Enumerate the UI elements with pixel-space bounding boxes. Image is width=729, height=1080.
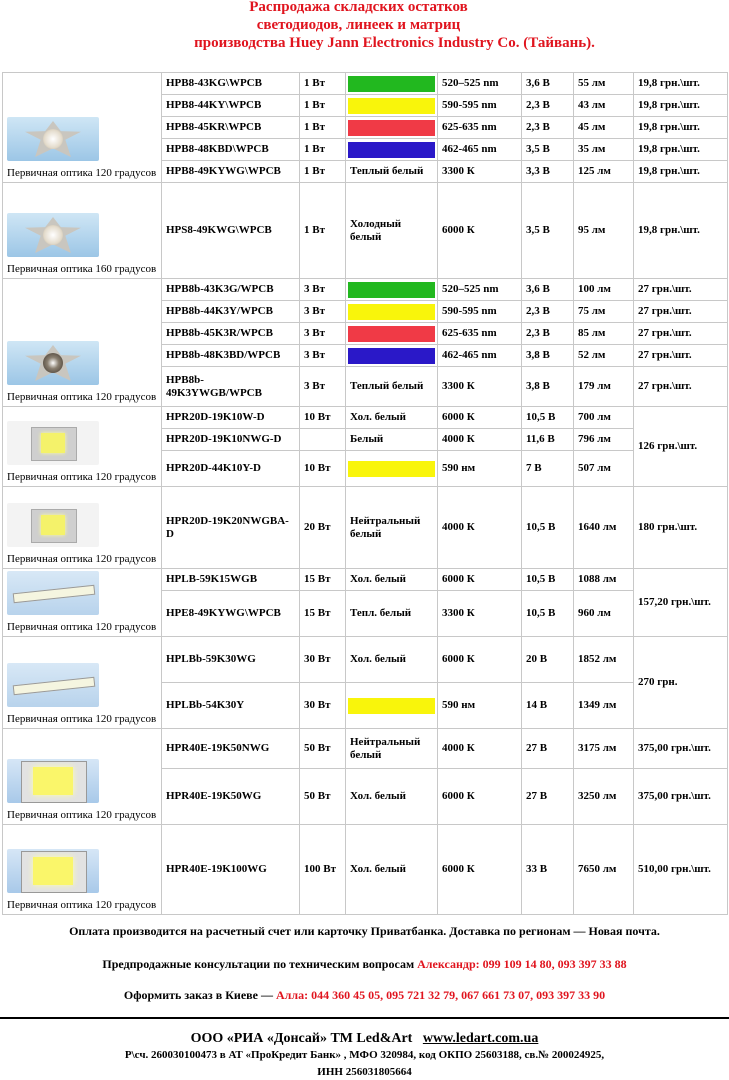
model-cell: HPLBb-54K30Y <box>162 683 300 729</box>
website-link[interactable]: www.ledart.com.ua <box>422 1031 539 1046</box>
flux-cell: 125 лм <box>574 161 634 183</box>
optics-caption: Первичная оптика 120 градусов <box>7 809 157 821</box>
header-line-3: производства Huey Jann Electronics Industry Co. (Тайвань). <box>194 35 595 51</box>
power-cell: 15 Вт <box>300 569 346 591</box>
voltage-cell: 27 В <box>522 729 574 769</box>
voltage-cell: 2,3 В <box>522 117 574 139</box>
payment-note: Оплата производится на расчетный счет или карточку Приватбанка. Доставка по регионам — Новая почта. <box>69 924 660 938</box>
power-cell <box>300 429 346 451</box>
product-row <box>3 487 728 569</box>
wavelength-cell: 4000 К <box>438 729 522 769</box>
consult-contact: Александр: 099 109 14 80, 093 397 33 88 <box>417 957 627 971</box>
power-cell: 1 Вт <box>300 73 346 95</box>
model-cell: HPLBb-59K30WG <box>162 637 300 683</box>
wavelength-cell: 6000 К <box>438 569 522 591</box>
led-lens-shape <box>43 353 63 373</box>
color-cell <box>346 451 438 487</box>
voltage-cell: 2,3 В <box>522 323 574 345</box>
bank-details: Р\сч. 260030100473 в АТ «ПроКредит Банк» , МФО 320984, код ОКПО 25603188, св.№ 200024925, <box>124 1049 605 1061</box>
power-cell: 30 Вт <box>300 637 346 683</box>
flux-cell: 3175 лм <box>574 729 634 769</box>
model-cell: HPB8-44KY\WPCB <box>162 95 300 117</box>
wavelength-cell: 590 нм <box>438 451 522 487</box>
wavelength-cell: 590-595 nm <box>438 95 522 117</box>
power-cell: 3 Вт <box>300 279 346 301</box>
product-image-cell <box>3 637 162 729</box>
cob-chip-shape <box>41 515 65 535</box>
model-cell: HPS8-49KWG\WPCB <box>162 183 300 279</box>
model-cell: HPB8-49KYWG\WPCB <box>162 161 300 183</box>
flux-cell: 7650 лм <box>574 825 634 915</box>
footer-divider <box>0 1017 729 1019</box>
color-cell: Хол. белый <box>346 825 438 915</box>
optics-caption: Первичная оптика 120 градусов <box>7 471 157 483</box>
flux-cell: 45 лм <box>574 117 634 139</box>
product-row <box>3 569 728 591</box>
power-cell: 15 Вт <box>300 591 346 637</box>
wavelength-cell: 3300 К <box>438 367 522 407</box>
led-strip-image <box>7 571 99 615</box>
voltage-cell: 10,5 В <box>522 569 574 591</box>
voltage-cell: 3,5 В <box>522 183 574 279</box>
voltage-cell: 3,3 В <box>522 161 574 183</box>
color-cell: Теплый белый <box>346 161 438 183</box>
product-row <box>3 73 728 95</box>
flux-cell: 1088 лм <box>574 569 634 591</box>
cob-led-image <box>7 421 99 465</box>
optics-caption: Первичная оптика 120 градусов <box>7 899 157 911</box>
model-cell: HPB8-45KR\WPCB <box>162 117 300 139</box>
price-cell: 19,8 грн.\шт. <box>634 95 728 117</box>
optics-caption: Первичная оптика 160 градусов <box>7 263 157 275</box>
power-cell: 1 Вт <box>300 139 346 161</box>
power-cell: 1 Вт <box>300 95 346 117</box>
flux-cell: 1640 лм <box>574 487 634 569</box>
power-cell: 100 Вт <box>300 825 346 915</box>
product-row <box>3 729 728 769</box>
color-cell: Теплый белый <box>346 367 438 407</box>
price-cell: 19,8 грн.\шт. <box>634 161 728 183</box>
order-contact: Алла: 044 360 45 05, 095 721 32 79, 067 661 73 07, 093 397 33 90 <box>275 988 606 1002</box>
order-line <box>0 988 729 1002</box>
optics-caption: Первичная оптика 120 градусов <box>7 167 157 179</box>
color-swatch <box>348 98 435 114</box>
price-cell: 27 грн.\шт. <box>634 323 728 345</box>
flux-cell: 100 лм <box>574 279 634 301</box>
price-cell: 27 грн.\шт. <box>634 345 728 367</box>
voltage-cell: 2,3 В <box>522 301 574 323</box>
model-cell: HPR20D-19K10W-D <box>162 407 300 429</box>
power-cell: 50 Вт <box>300 769 346 825</box>
color-swatch <box>348 304 435 320</box>
voltage-cell: 10,5 В <box>522 407 574 429</box>
product-row <box>3 407 728 429</box>
color-cell: Белый <box>346 429 438 451</box>
page-header <box>0 0 729 68</box>
model-cell: HPR20D-19K10NWG-D <box>162 429 300 451</box>
wavelength-cell: 4000 К <box>438 429 522 451</box>
wavelength-cell: 6000 К <box>438 183 522 279</box>
color-cell <box>346 117 438 139</box>
power-cell: 20 Вт <box>300 487 346 569</box>
color-cell <box>346 345 438 367</box>
optics-caption: Первичная оптика 120 градусов <box>7 621 157 633</box>
led-matrix-image <box>7 759 99 803</box>
power-cell: 1 Вт <box>300 161 346 183</box>
flux-cell: 75 лм <box>574 301 634 323</box>
price-cell: 27 грн.\шт. <box>634 279 728 301</box>
inn-line: ИНН 256031805664 <box>317 1066 412 1078</box>
company-line <box>0 1031 729 1046</box>
order-label: Оформить заказ в Киеве — <box>123 988 273 1002</box>
color-cell <box>346 301 438 323</box>
header-line-2: светодиодов, линеек и матриц <box>256 17 461 33</box>
voltage-cell: 10,5 В <box>522 591 574 637</box>
flux-cell: 95 лм <box>574 183 634 279</box>
wavelength-cell: 6000 К <box>438 637 522 683</box>
price-cell: 27 грн.\шт. <box>634 301 728 323</box>
product-row <box>3 825 728 915</box>
company-name: ООО «РИА «Донсай» ТМ Led&Art <box>190 1031 413 1046</box>
cob-led-image <box>7 503 99 547</box>
color-swatch <box>348 282 435 298</box>
wavelength-cell: 6000 К <box>438 825 522 915</box>
voltage-cell: 2,3 В <box>522 95 574 117</box>
product-image-cell <box>3 183 162 279</box>
color-cell <box>346 279 438 301</box>
color-swatch <box>348 348 435 364</box>
flux-cell: 507 лм <box>574 451 634 487</box>
color-cell: Хол. белый <box>346 569 438 591</box>
power-cell: 3 Вт <box>300 367 346 407</box>
model-cell: HPB8b-44K3Y/WPCB <box>162 301 300 323</box>
voltage-cell: 7 В <box>522 451 574 487</box>
voltage-cell: 3,5 В <box>522 139 574 161</box>
price-cell: 375,00 грн.\шт. <box>634 769 728 825</box>
color-cell: Холодный белый <box>346 183 438 279</box>
header-line-1: Распродажа складских остатков <box>249 0 468 15</box>
voltage-cell: 3,6 В <box>522 73 574 95</box>
power-cell: 3 Вт <box>300 323 346 345</box>
power-cell: 30 Вт <box>300 683 346 729</box>
product-image-cell <box>3 73 162 183</box>
product-row <box>3 637 728 683</box>
color-cell <box>346 683 438 729</box>
voltage-cell: 20 В <box>522 637 574 683</box>
strip-bar-shape <box>13 677 96 696</box>
product-table <box>2 72 728 915</box>
price-cell: 19,8 грн.\шт. <box>634 183 728 279</box>
color-swatch <box>348 76 435 92</box>
cob-chip-shape <box>41 433 65 453</box>
model-cell: HPB8b-43K3G/WPCB <box>162 279 300 301</box>
color-swatch <box>348 120 435 136</box>
wavelength-cell: 462-465 nm <box>438 345 522 367</box>
wavelength-cell: 6000 К <box>438 769 522 825</box>
product-image-cell <box>3 487 162 569</box>
product-image-cell <box>3 407 162 487</box>
color-cell <box>346 95 438 117</box>
model-cell: HPR20D-19K20NWGBA-D <box>162 487 300 569</box>
wavelength-cell: 520–525 nm <box>438 279 522 301</box>
flux-cell: 960 лм <box>574 591 634 637</box>
star-led-image <box>7 117 99 161</box>
flux-cell: 1349 лм <box>574 683 634 729</box>
wavelength-cell: 590 нм <box>438 683 522 729</box>
flux-cell: 1852 лм <box>574 637 634 683</box>
product-image-cell <box>3 825 162 915</box>
flux-cell: 179 лм <box>574 367 634 407</box>
product-image-cell <box>3 279 162 407</box>
color-cell <box>346 73 438 95</box>
product-row <box>3 279 728 301</box>
power-cell: 10 Вт <box>300 407 346 429</box>
matrix-chip-shape <box>33 767 73 795</box>
color-cell: Тепл. белый <box>346 591 438 637</box>
power-cell: 50 Вт <box>300 729 346 769</box>
led-matrix-image <box>7 849 99 893</box>
product-row <box>3 183 728 279</box>
wavelength-cell: 625-635 nm <box>438 323 522 345</box>
star-led-image <box>7 341 99 385</box>
led-strip-image <box>7 663 99 707</box>
product-image-cell <box>3 569 162 637</box>
price-cell: 270 грн. <box>634 637 728 729</box>
model-cell: HPLB-59K15WGB <box>162 569 300 591</box>
wavelength-cell: 3300 К <box>438 161 522 183</box>
color-cell: Нейтральный белый <box>346 487 438 569</box>
flux-cell: 55 лм <box>574 73 634 95</box>
power-cell: 1 Вт <box>300 117 346 139</box>
price-cell: 27 грн.\шт. <box>634 367 728 407</box>
flux-cell: 796 лм <box>574 429 634 451</box>
led-lens-shape <box>43 129 63 149</box>
wavelength-cell: 520–525 nm <box>438 73 522 95</box>
wavelength-cell: 462-465 nm <box>438 139 522 161</box>
matrix-chip-shape <box>33 857 73 885</box>
wavelength-cell: 625-635 nm <box>438 117 522 139</box>
color-swatch <box>348 142 435 158</box>
model-cell: HPB8b-49K3YWGB/WPCB <box>162 367 300 407</box>
flux-cell: 3250 лм <box>574 769 634 825</box>
voltage-cell: 3,8 В <box>522 367 574 407</box>
price-cell: 19,8 грн.\шт. <box>634 139 728 161</box>
price-cell: 126 грн.\шт. <box>634 407 728 487</box>
price-cell: 180 грн.\шт. <box>634 487 728 569</box>
power-cell: 3 Вт <box>300 345 346 367</box>
color-swatch <box>348 461 435 477</box>
voltage-cell: 3,8 В <box>522 345 574 367</box>
color-cell: Хол. белый <box>346 637 438 683</box>
consult-label: Предпродажные консультации по техническим вопросам <box>102 957 415 971</box>
led-lens-shape <box>43 225 63 245</box>
color-cell <box>346 139 438 161</box>
power-cell: 1 Вт <box>300 183 346 279</box>
strip-bar-shape <box>13 585 96 604</box>
color-cell: Нейтральный белый <box>346 729 438 769</box>
model-cell: HPB8-48KBD\WPCB <box>162 139 300 161</box>
wavelength-cell: 4000 К <box>438 487 522 569</box>
product-image-cell <box>3 729 162 825</box>
voltage-cell: 27 В <box>522 769 574 825</box>
color-cell: Хол. белый <box>346 407 438 429</box>
power-cell: 10 Вт <box>300 451 346 487</box>
price-cell: 157,20 грн.\шт. <box>634 569 728 637</box>
model-cell: HPR20D-44K10Y-D <box>162 451 300 487</box>
model-cell: HPR40E-19K100WG <box>162 825 300 915</box>
model-cell: HPB8b-48K3BD/WPCB <box>162 345 300 367</box>
color-cell <box>346 323 438 345</box>
optics-caption: Первичная оптика 120 градусов <box>7 553 157 565</box>
voltage-cell: 10,5 В <box>522 487 574 569</box>
flux-cell: 52 лм <box>574 345 634 367</box>
price-cell: 19,8 грн.\шт. <box>634 117 728 139</box>
flux-cell: 700 лм <box>574 407 634 429</box>
flux-cell: 35 лм <box>574 139 634 161</box>
price-cell: 19,8 грн.\шт. <box>634 73 728 95</box>
voltage-cell: 3,6 В <box>522 279 574 301</box>
star-led-image <box>7 213 99 257</box>
consult-line <box>0 957 729 971</box>
model-cell: HPE8-49KYWG\WPCB <box>162 591 300 637</box>
model-cell: HPR40E-19K50WG <box>162 769 300 825</box>
model-cell: HPB8b-45K3R/WPCB <box>162 323 300 345</box>
voltage-cell: 11,6 В <box>522 429 574 451</box>
flux-cell: 85 лм <box>574 323 634 345</box>
power-cell: 3 Вт <box>300 301 346 323</box>
wavelength-cell: 6000 К <box>438 407 522 429</box>
flux-cell: 43 лм <box>574 95 634 117</box>
price-cell: 510,00 грн.\шт. <box>634 825 728 915</box>
wavelength-cell: 590-595 nm <box>438 301 522 323</box>
price-cell: 375,00 грн.\шт. <box>634 729 728 769</box>
model-cell: HPR40E-19K50NWG <box>162 729 300 769</box>
model-cell: HPB8-43KG\WPCB <box>162 73 300 95</box>
wavelength-cell: 3300 К <box>438 591 522 637</box>
optics-caption: Первичная оптика 120 градусов <box>7 391 157 403</box>
optics-caption: Первичная оптика 120 градусов <box>7 713 157 725</box>
color-swatch <box>348 326 435 342</box>
color-swatch <box>348 698 435 714</box>
voltage-cell: 14 В <box>522 683 574 729</box>
voltage-cell: 33 В <box>522 825 574 915</box>
color-cell: Хол. белый <box>346 769 438 825</box>
